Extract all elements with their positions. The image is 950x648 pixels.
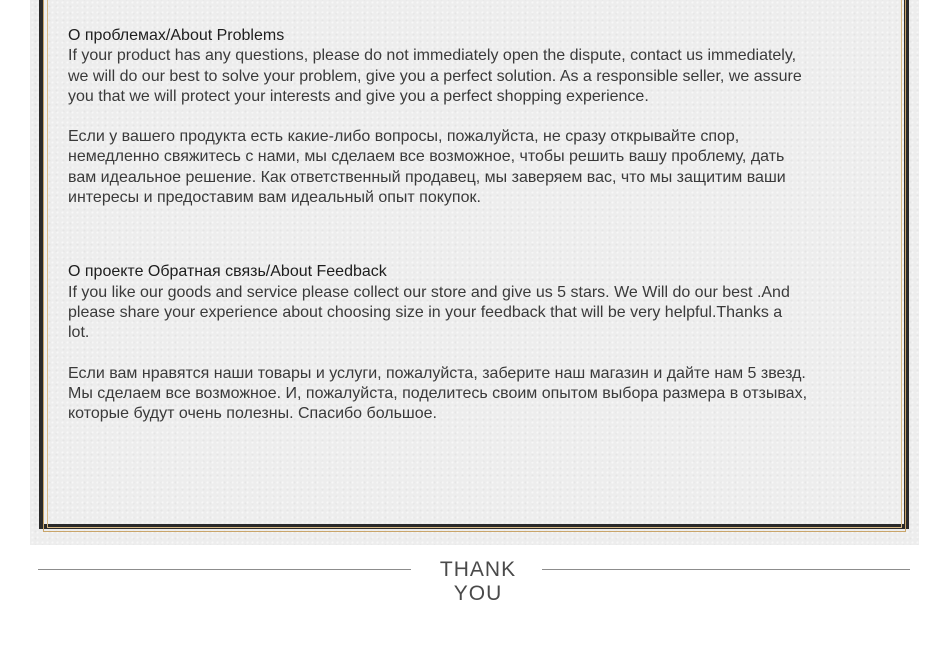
notice-card <box>30 0 919 545</box>
divider-line-right <box>542 569 910 570</box>
about-problems-heading: О проблемах/About Problems <box>68 27 285 44</box>
about-feedback-english-text: If you like our goods and service please collect our store and give us 5 stars. We Will do our best .And please share your experience about choosing size in your feedback that will be very helpful.Thanks a lot. <box>68 283 790 342</box>
about-feedback-section <box>68 262 888 424</box>
about-feedback-russian-text: Если вам нравятся наши товары и услуги, пожалуйста, заберите наш магазин и дайте нам 5 звезд. Мы сделаем все возможное. И, пожалуйста, поделитесь своим опытом выбора размера в отзывах, которые будут очень полезны. Спасибо большое. <box>68 364 808 423</box>
about-problems-russian-text: Если у вашего продукта есть какие-либо вопросы, пожалуйста, не сразу открывайте спор, немедленно свяжитесь с нами, мы сделаем все возможное, чтобы решить вашу проблему, дать вам идеальное решение. Как ответственный продавец, мы заверяем вас, что мы защитим ваши интересы и предоставим вам идеальный опыт покупок. <box>68 128 786 207</box>
thank-you-divider <box>38 558 910 605</box>
thank-you-text: THANK YOU <box>439 558 517 605</box>
divider-line-left <box>38 569 411 570</box>
about-feedback-heading: О проекте Обратная связь/About Feedback <box>68 263 387 281</box>
about-problems-section <box>68 26 888 208</box>
about-problems-english-text: If your product has any questions, please do not immediately open the dispute, contact us immediately, we will do our best to solve your problem, give you a perfect solution. As a responsible seller, we assure you that we will protect your interests and give you a perfect shopping experience. <box>68 47 802 105</box>
card-content <box>68 26 888 424</box>
